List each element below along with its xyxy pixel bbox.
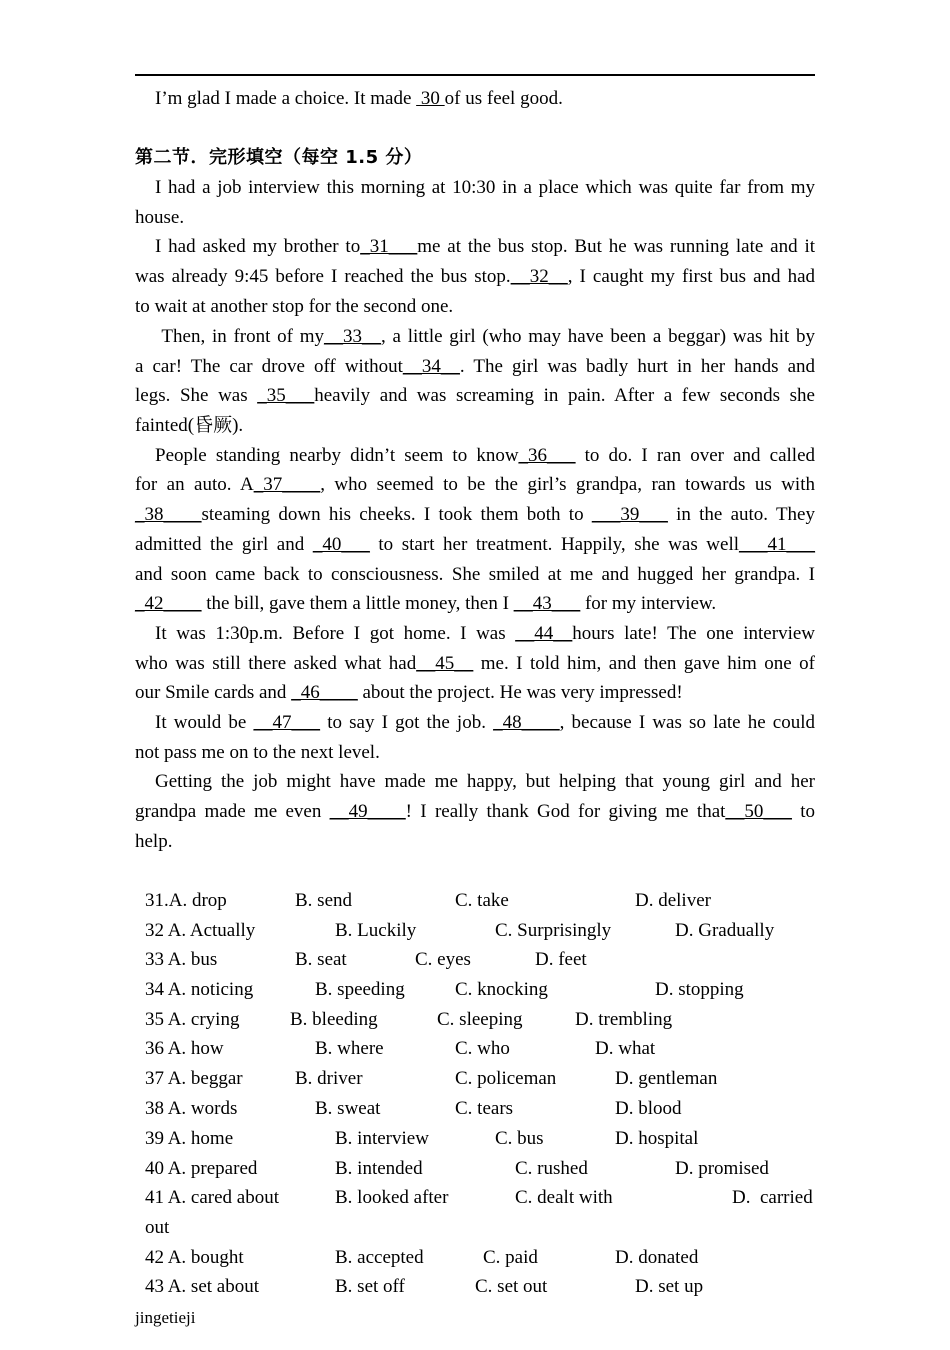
option-b: B. set off [335,1276,405,1297]
p7-line2: grandpa made me even __49____! I really thank God for giving me that__50___ to [135,801,815,822]
p1-line1: I had a job interview this morning at 10:30 in a place which was quite far from my [155,177,815,198]
option-row-41 [0,1183,950,1213]
option-row-41-cont [0,1213,950,1243]
blank-43: __43___ [513,593,581,614]
option-a: 31.A. drop [145,890,227,911]
option-d: D. blood [615,1098,682,1119]
blank-37: _37____ [253,474,321,495]
blank-32: __32__ [510,266,568,287]
blank-35: _35___ [257,385,315,406]
option-row-39 [0,1124,950,1154]
option-b: B. bleeding [290,1009,378,1030]
option-row-34 [0,975,950,1005]
option-a: 36 A. how [145,1038,224,1059]
option-d: D. deliver [635,890,711,911]
option-c: C. rushed [515,1158,588,1179]
option-a: 39 A. home [145,1128,234,1149]
option-b: B. looked after [335,1187,449,1208]
option-a: 43 A. set about [145,1276,259,1297]
top-rule [135,74,815,76]
option-a: 40 A. prepared [145,1158,258,1179]
option-d: D. donated [615,1247,699,1268]
section-heading: 第二节．完形填空（每空 1.5 分） [135,147,423,168]
option-c: C. who [455,1038,510,1059]
p4-line3: _38____steaming down his cheeks. I took them both to ___39___ in the auto. They [135,504,815,525]
option-d: D. what [595,1038,656,1059]
option-row-37 [0,1064,950,1094]
p4-line4: admitted the girl and _40___ to start her treatment. Happily, she was well___41___ [135,534,816,555]
option-a: 38 A. words [145,1098,238,1119]
option-a: 32 A. Actually [145,920,256,941]
option-d: D. promised [675,1158,769,1179]
blank-48: _48____ [493,712,560,733]
p4-line1: People standing nearby didn’t seem to know_36___ to do. I ran over and called [155,445,815,466]
blank-47: __47___ [253,712,321,733]
option-row-38 [0,1094,950,1124]
option-a: 33 A. bus [145,949,218,970]
option-c: C. dealt with [515,1187,613,1208]
option-row-40 [0,1154,950,1184]
option-c: C. knocking [455,979,548,1000]
option-row-42 [0,1243,950,1273]
p3-line4: fainted(昏厥). [135,415,244,436]
option-a: 37 A. beggar [145,1068,243,1089]
option-d: D. stopping [655,979,744,1000]
option-d: D. Gradually [675,920,775,941]
option-row-32 [0,916,950,946]
previous-question-line: I’m glad I made a choice. It made 30 of us feel good. [155,88,563,109]
option-b: B. speeding [315,979,405,1000]
blank-34: __34__ [402,356,460,377]
blank-31: _31___ [360,236,418,257]
p7-line3: help. [135,831,173,852]
option-b: B. send [295,890,352,911]
option-b: B. seat [295,949,347,970]
option-c: C. bus [495,1128,544,1149]
option-b: B. accepted [335,1247,424,1268]
blank-38: _38____ [135,504,202,525]
p7-line1: Getting the job might have made me happy, but helping that young girl and her [155,771,815,792]
p2-line1: I had asked my brother to_31___me at the bus stop. But he was running late and it [155,236,816,257]
option-c: C. paid [483,1247,538,1268]
footer-text: jingetieji [135,1308,196,1327]
blank-40: _40___ [312,534,370,555]
option-row-43 [0,1272,950,1302]
blank-42: _42____ [135,593,202,614]
option-d-continuation: out [145,1217,170,1238]
option-c: C. sleeping [437,1009,523,1030]
option-row-33 [0,945,950,975]
option-d: D. trembling [575,1009,673,1030]
option-d: D. gentleman [615,1068,718,1089]
p3-line2: a car! The car drove off without__34__. The girl was badly hurt in her hands and [135,356,815,377]
p3-line1: Then, in front of my__33__, a little girl (who may have been a beggar) was hit by [155,326,816,347]
option-a: 41 A. cared about [145,1187,280,1208]
option-row-35 [0,1005,950,1035]
blank-50: __50___ [725,801,792,822]
option-b: B. intended [335,1158,423,1179]
p5-line2: who was still there asked what had__45__ me. I told him, and then gave him one of [135,653,815,674]
option-row-36 [0,1034,950,1064]
p4-line2: for an auto. A_37____, who seemed to be the girl’s grandpa, ran towards us with [135,474,815,495]
p3-line3: legs. She was _35___heavily and was screaming in pain. After a few seconds she [135,385,815,406]
option-c: C. eyes [415,949,471,970]
blank-33: __33__ [324,326,382,347]
option-d: D. set up [635,1276,704,1297]
blank-44: __44__ [515,623,573,644]
blank-39: ___39___ [591,504,668,525]
option-b: B. driver [295,1068,363,1089]
option-d: D. hospital [615,1128,699,1149]
blank-46: _46____ [291,682,358,703]
p4-line6: _42____ the bill, gave them a little money, then I __43___ for my interview. [135,593,717,614]
option-a: 42 A. bought [145,1247,244,1268]
p2-line2: was already 9:45 before I reached the bus stop.__32__, I caught my first bus and had [135,266,815,287]
option-c: C. set out [475,1276,548,1297]
option-b: B. sweat [315,1098,381,1119]
option-d: D. carried [732,1187,813,1208]
p4-line5: and soon came back to consciousness. She smiled at me and hugged her grandpa. I [135,564,815,585]
option-b: B. interview [335,1128,429,1149]
blank-30: 30 [416,88,445,109]
option-b: B. Luckily [335,920,417,941]
blank-45: __45__ [416,653,474,674]
option-b: B. where [315,1038,384,1059]
option-c: C. policeman [455,1068,557,1089]
p6-line2: not pass me on to the next level. [135,742,380,763]
option-d: D. feet [535,949,587,970]
blank-36: _36___ [518,445,576,466]
p5-line3: our Smile cards and _46____ about the project. He was very impressed! [135,682,683,703]
blank-49: __49____ [329,801,406,822]
p2-line3: to wait at another stop for the second one. [135,296,454,317]
p6-line1: It would be __47___ to say I got the job. _48____, because I was so late he could [155,712,816,733]
blank-41: ___41___ [739,534,816,555]
option-c: C. take [455,890,509,911]
option-a: 35 A. crying [145,1009,240,1030]
option-c: C. Surprisingly [495,920,612,941]
option-row-31 [0,886,950,916]
p5-line1: It was 1:30p.m. Before I got home. I was __44__hours late! The one interview [155,623,815,644]
option-c: C. tears [455,1098,514,1119]
p1-line2: house. [135,207,185,228]
option-a: 34 A. noticing [145,979,254,1000]
